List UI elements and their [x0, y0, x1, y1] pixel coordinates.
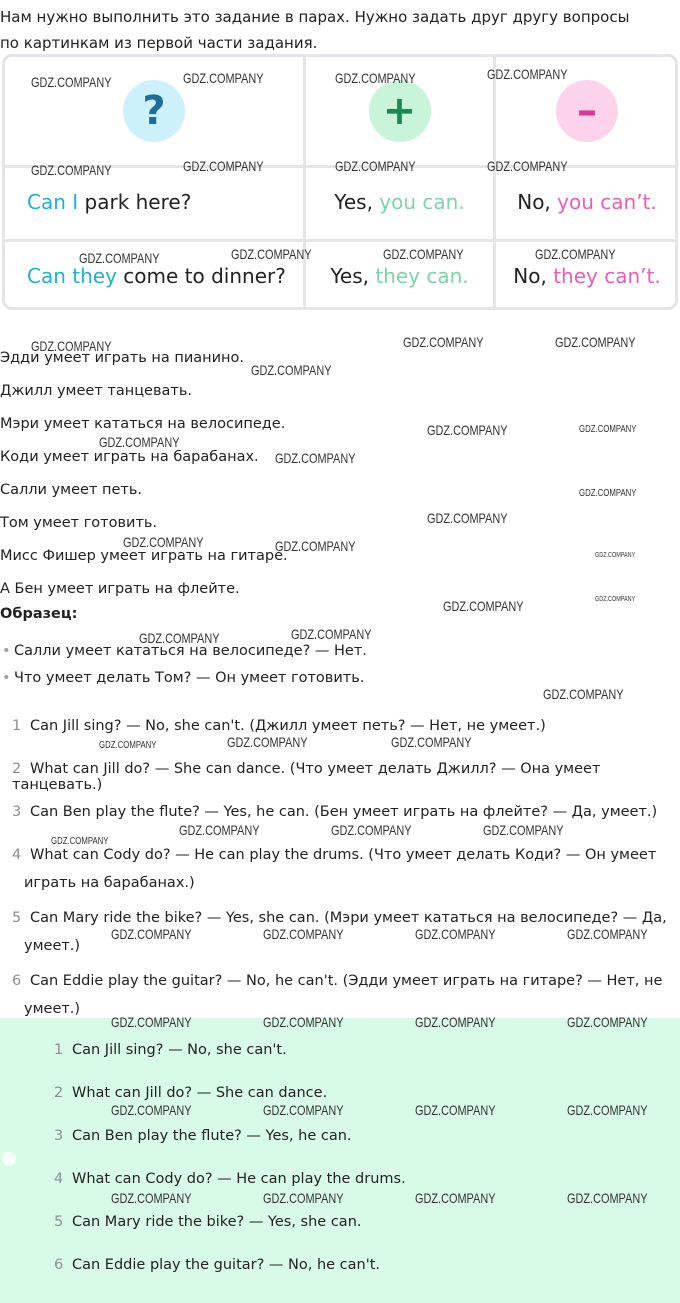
watermark: GDZ.COMPANY: [111, 1014, 192, 1030]
short-answer-item: 6 Can Eddie play the guitar? — No, he can't.: [54, 1257, 381, 1273]
watermark: GDZ.COMPANY: [31, 74, 112, 90]
watermark: GDZ.COMPANY: [263, 1102, 344, 1118]
short-answer-item: 4 What can Cody do? — He can play the drums.: [54, 1171, 406, 1187]
watermark: GDZ.COMPANY: [427, 422, 508, 438]
watermark: GDZ.COMPANY: [415, 1102, 496, 1118]
watermark: GDZ.COMPANY: [31, 338, 112, 354]
watermark: GDZ.COMPANY: [555, 334, 636, 350]
watermark: GDZ.COMPANY: [111, 1190, 192, 1206]
sample-bullet: • Салли умеет кататься на велосипеде? — Нет.: [14, 643, 367, 659]
watermark: GDZ.COMPANY: [403, 334, 484, 350]
watermark: GDZ.COMPANY: [335, 70, 416, 86]
no-phrase: No, you can’t.: [517, 190, 657, 214]
watermark: GDZ.COMPANY: [51, 836, 109, 847]
watermark: GDZ.COMPANY: [123, 534, 204, 550]
watermark: GDZ.COMPANY: [331, 822, 412, 838]
watermark: GDZ.COMPANY: [111, 1102, 192, 1118]
short-answer-item: 3 Can Ben play the flute? — Yes, he can.: [54, 1128, 352, 1144]
short-answer-item: 5 Can Mary ride the bike? — Yes, she can.: [54, 1214, 362, 1230]
watermark: GDZ.COMPANY: [263, 1190, 344, 1206]
answer-item: 3 Can Ben play the flute? — Yes, he can. (Бен умеет играть на флейте? — Да, умеет.): [12, 804, 658, 820]
watermark: GDZ.COMPANY: [543, 686, 624, 702]
answer-item: 2 What can Jill do? — She can dance. (Что умеет делать Джилл? — Она умеет танцевать.): [12, 761, 601, 793]
watermark: GDZ.COMPANY: [383, 246, 464, 262]
statement: Мэри умеет кататься на велосипеде.: [0, 416, 286, 432]
answer-item-continuation: играть на барабанах.): [24, 875, 195, 891]
answer-item: 4 What can Cody do? — He can play the drums. (Что умеет делать Коди? — Он умеет: [12, 847, 657, 863]
watermark: GDZ.COMPANY: [483, 822, 564, 838]
watermark: GDZ.COMPANY: [567, 1102, 648, 1118]
watermark: GDZ.COMPANY: [183, 158, 264, 174]
statement: А Бен умеет играть на флейте.: [0, 581, 240, 597]
watermark: GDZ.COMPANY: [335, 158, 416, 174]
phrase-table: [2, 54, 678, 310]
watermark: GDZ.COMPANY: [111, 926, 192, 942]
watermark: GDZ.COMPANY: [227, 734, 308, 750]
plus-icon: +: [369, 80, 431, 142]
watermark: GDZ.COMPANY: [231, 246, 312, 262]
watermark: GDZ.COMPANY: [487, 66, 568, 82]
short-answer-item: 2 What can Jill do? — She can dance.: [54, 1085, 328, 1101]
answer-item: 5 Can Mary ride the bike? — Yes, she can. (Мэри умеет кататься на велосипеде? — Да,: [12, 910, 667, 926]
question-phrase: Can they come to dinner?: [27, 264, 286, 288]
watermark: GDZ.COMPANY: [487, 158, 568, 174]
watermark: GDZ.COMPANY: [99, 434, 180, 450]
watermark: GDZ.COMPANY: [535, 246, 616, 262]
short-answer-item: 1 Can Jill sing? — No, she can't.: [54, 1042, 287, 1058]
statement: Джилл умеет танцевать.: [0, 383, 193, 399]
watermark: GDZ.COMPANY: [79, 250, 160, 266]
watermark: GDZ.COMPANY: [579, 424, 637, 435]
watermark: GDZ.COMPANY: [275, 538, 356, 554]
statement: Мисс Фишер умеет играть на гитаре.: [0, 548, 288, 564]
watermark: GDZ.COMPANY: [263, 926, 344, 942]
question-phrase: Can I park here?: [27, 190, 192, 214]
yes-phrase: Yes, they can.: [330, 264, 469, 288]
question-icon: ?: [123, 80, 185, 142]
watermark: GDZ.COMPANY: [179, 822, 260, 838]
watermark: GDZ.COMPANY: [139, 630, 220, 646]
watermark: GDZ.COMPANY: [427, 510, 508, 526]
answer-item-continuation: умеет.): [24, 938, 81, 954]
statement: Эдди умеет играть на пианино.: [0, 350, 244, 366]
watermark: GDZ.COMPANY: [275, 450, 356, 466]
watermark: GDZ.COMPANY: [415, 1014, 496, 1030]
statement: Коди умеет играть на барабанах.: [0, 449, 259, 465]
watermark: GDZ.COMPANY: [415, 1190, 496, 1206]
watermark: GDZ.COMPANY: [263, 1014, 344, 1030]
no-phrase: No, they can’t.: [513, 264, 661, 288]
watermark: GDZ.COMPANY: [595, 552, 636, 559]
watermark: GDZ.COMPANY: [291, 626, 372, 642]
watermark: GDZ.COMPANY: [251, 362, 332, 378]
watermark: GDZ.COMPANY: [567, 926, 648, 942]
watermark: GDZ.COMPANY: [99, 740, 157, 751]
yes-phrase: Yes, you can.: [334, 190, 465, 214]
sample-bullet: • Что умеет делать Том? — Он умеет готовить.: [14, 670, 364, 686]
watermark: GDZ.COMPANY: [443, 598, 524, 614]
watermark: GDZ.COMPANY: [567, 1014, 648, 1030]
intro-text: Нам нужно выполнить это задание в парах. Нужно задать друг другу вопросы по картинкам из первой части задания.: [0, 8, 630, 52]
watermark: GDZ.COMPANY: [415, 926, 496, 942]
watermark: GDZ.COMPANY: [579, 488, 637, 499]
minus-icon: –: [556, 80, 618, 142]
answer-item: 1 Can Jill sing? — No, she can't. (Джилл умеет петь? — Нет, не умеет.): [12, 718, 546, 734]
watermark: GDZ.COMPANY: [391, 734, 472, 750]
watermark: GDZ.COMPANY: [183, 70, 264, 86]
answer-item-continuation: умеет.): [24, 1001, 81, 1017]
answer-item: 6 Can Eddie play the guitar? — No, he can't. (Эдди умеет играть на гитаре? — Нет, не: [12, 973, 663, 989]
sample-label: Образец:: [0, 606, 78, 622]
play-icon[interactable]: [2, 1152, 16, 1166]
statement: Салли умеет петь.: [0, 482, 142, 498]
watermark: GDZ.COMPANY: [595, 596, 636, 603]
statement: Том умеет готовить.: [0, 515, 158, 531]
watermark: GDZ.COMPANY: [31, 162, 112, 178]
watermark: GDZ.COMPANY: [567, 1190, 648, 1206]
